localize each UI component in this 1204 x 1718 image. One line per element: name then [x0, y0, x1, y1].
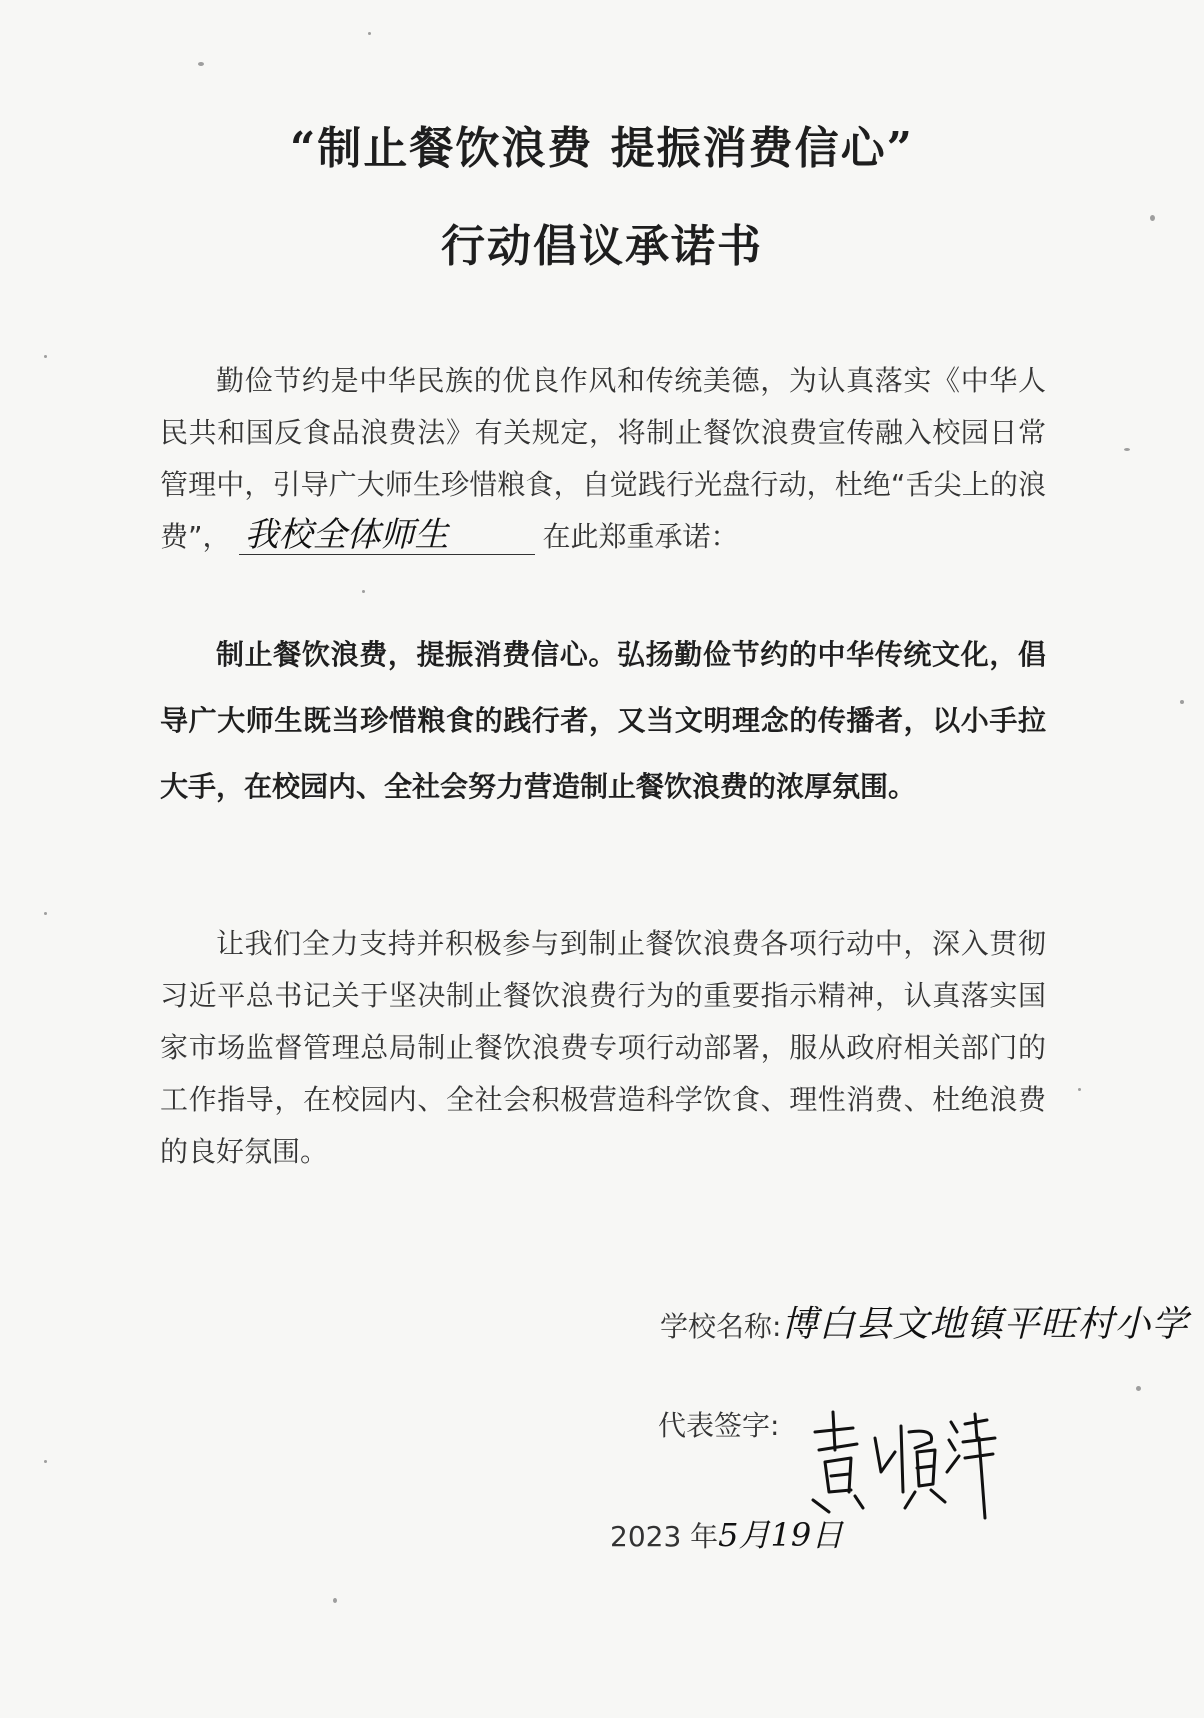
scan-speck [1136, 1386, 1141, 1391]
school-name-row [660, 1296, 1188, 1347]
representative-row [658, 1404, 779, 1444]
scan-speck [362, 590, 365, 593]
scan-speck [368, 32, 371, 35]
school-name-handwritten: 博白县文地镇平旺村小学 [781, 1304, 1189, 1345]
date-row [610, 1510, 843, 1556]
handwritten-fill-in: 我校全体师生 [239, 516, 535, 555]
scan-speck [44, 1460, 47, 1463]
document-title-line2: 行动倡议承诺书 [441, 221, 763, 272]
scan-speck [1124, 448, 1130, 451]
representative-label: 代表签字: [658, 1409, 780, 1442]
date-year: 2023 年 [610, 1520, 719, 1553]
scan-speck [1180, 700, 1184, 704]
scan-speck [198, 62, 204, 66]
intro-paragraph [160, 355, 1046, 563]
scan-speck [333, 1598, 337, 1603]
school-name-label: 学校名称: [660, 1310, 782, 1343]
pledge-paragraph: 制止餐饮浪费，提振消费信心。弘扬勤俭节约的中华传统文化，倡导广大师生既当珍惜粮食的践行者，又当文明理念的传播者，以小手拉大手，在校园内、全社会努力营造制止餐饮浪费的浓厚氛围。 [160, 638, 1046, 803]
intro-text: 勤俭节约是中华民族的优良作风和传统美德，为认真落实《中华人民共和国反食品浪费法》有关规定，将制止餐饮浪费宣传融入校园日常管理中，引导广大师生珍惜粮食，自觉践行光盘行动，杜绝“舌尖上的浪费”， [160, 364, 1046, 553]
scan-speck [1078, 1088, 1081, 1091]
date-month-day-handwritten: 5月19日 [718, 1516, 844, 1554]
representative-signature [805, 1392, 1005, 1522]
intro-text-end: 在此郑重承诺： [542, 520, 739, 553]
scan-speck [44, 912, 47, 915]
representative-signature-text: 黄顺洋 [805, 1392, 808, 1393]
support-paragraph: 让我们全力支持并积极参与到制止餐饮浪费各项行动中，深入贯彻习近平总书记关于坚决制止餐饮浪费行为的重要指示精神，认真落实国家市场监督管理总局制止餐饮浪费专项行动部署，服从政府相关部门的工作指导，在校园内、全社会积极营造科学饮食、理性消费、杜绝浪费的良好氛围。 [160, 927, 1046, 1168]
document-title-line1: “制止餐饮浪费 提振消费信心” [290, 123, 914, 174]
scan-speck [44, 355, 47, 358]
